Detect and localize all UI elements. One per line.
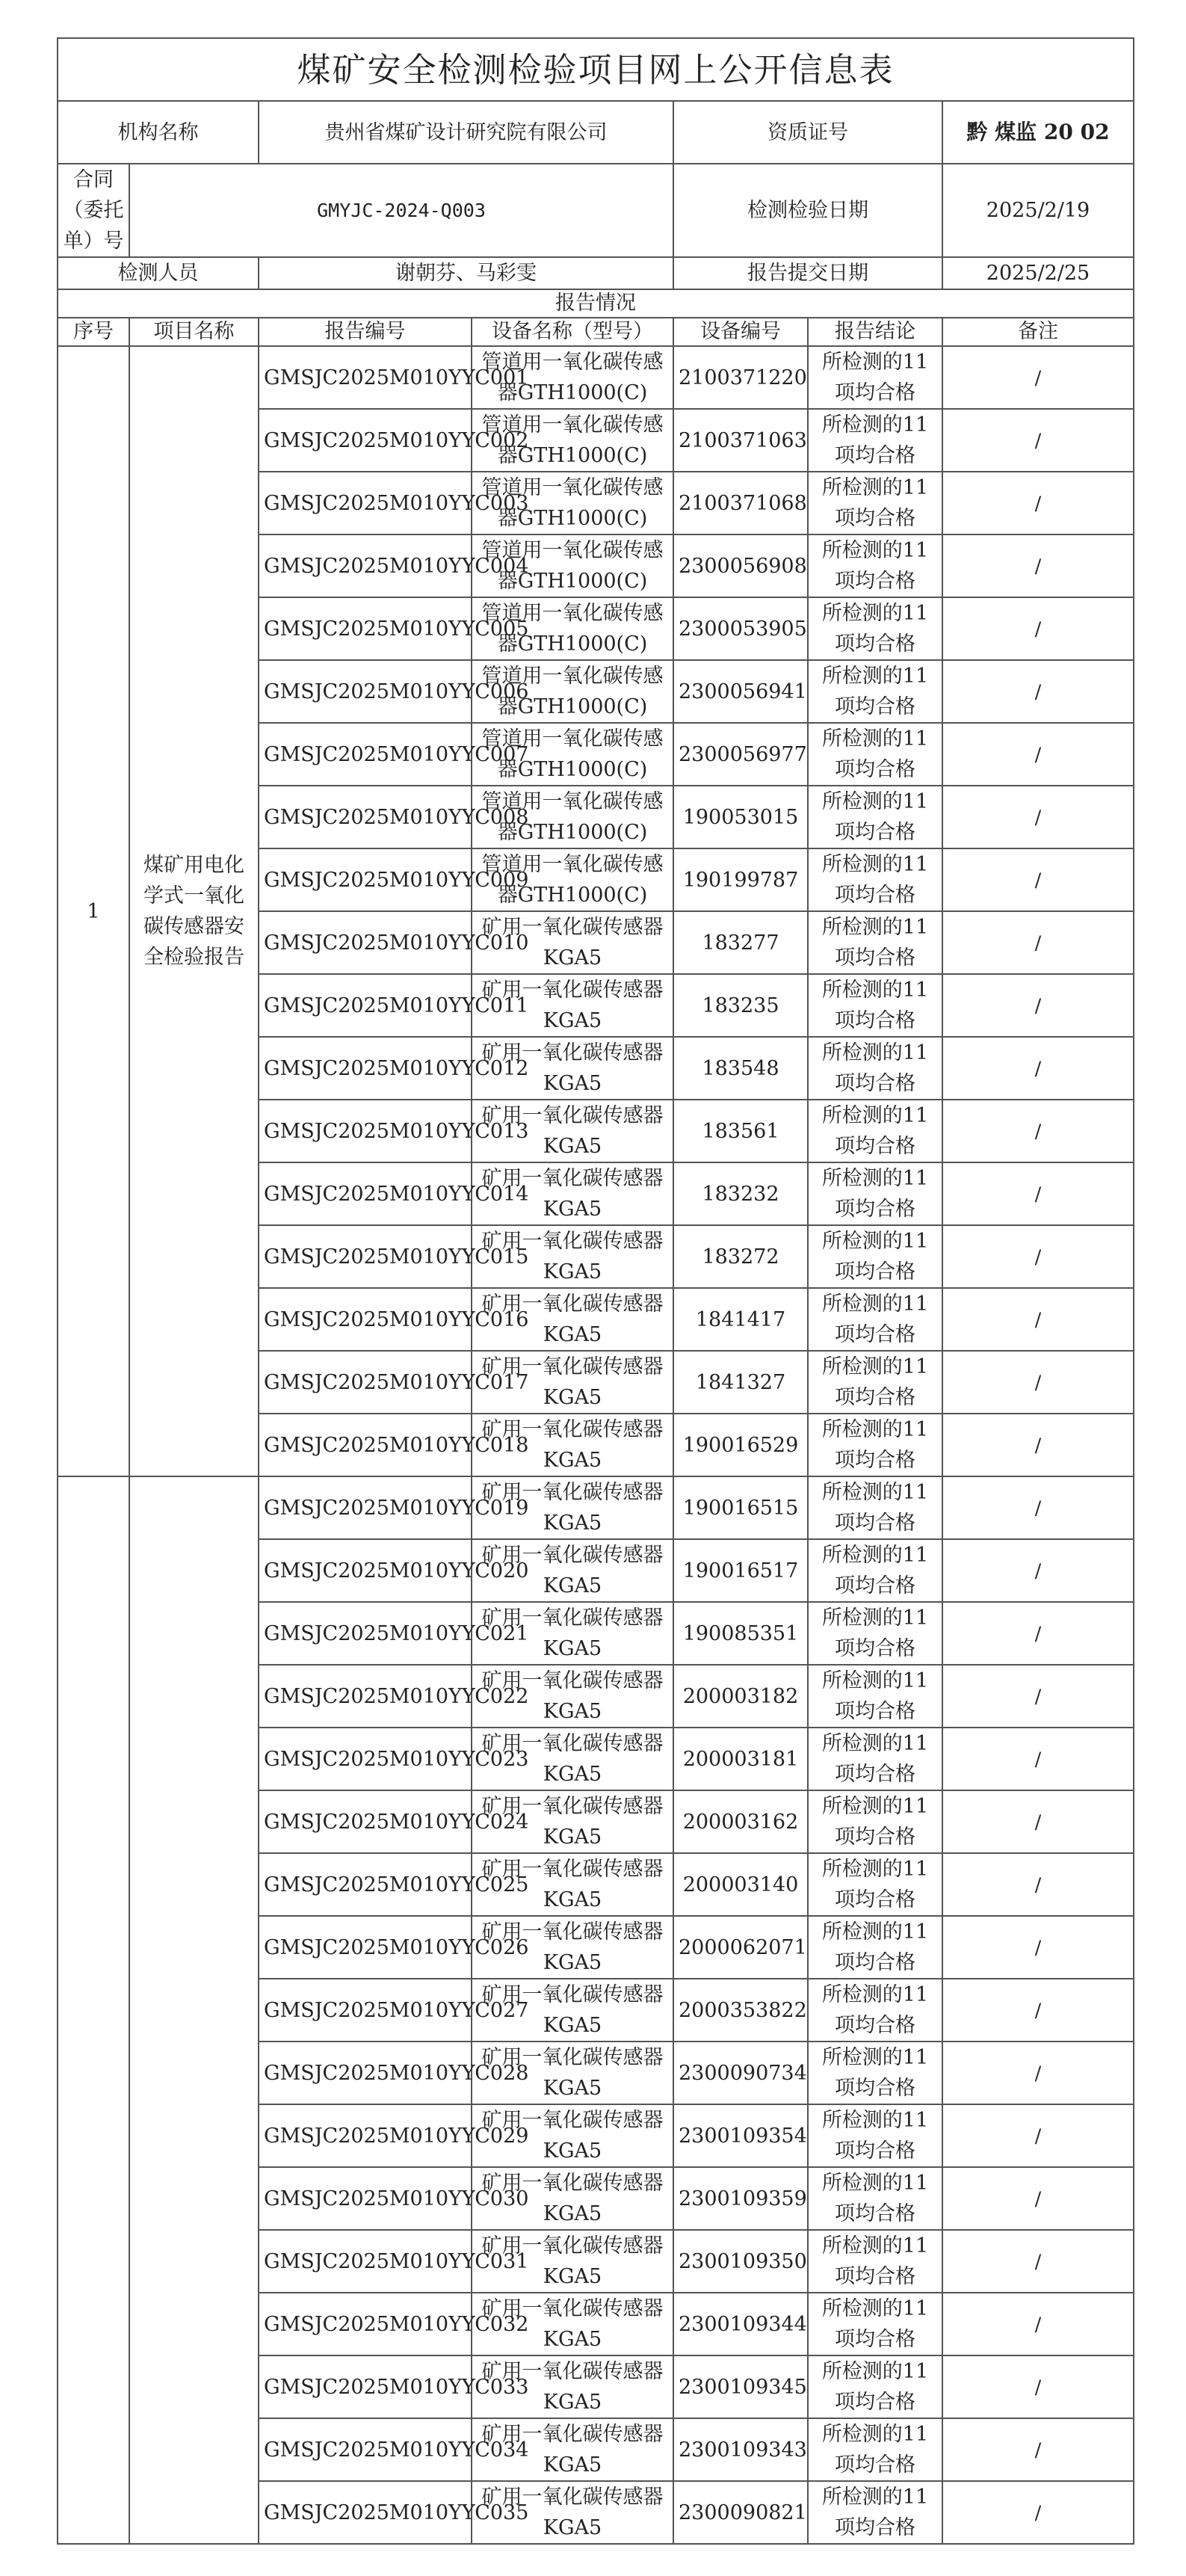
remark-cell: / <box>942 2042 1134 2104</box>
report-number-cell: GMSJC2025M010YYC019 <box>259 1476 472 1539</box>
conclusion-cell: 所检测的11项均合格 <box>808 2104 942 2167</box>
remark-cell: / <box>942 597 1134 660</box>
remark-cell: / <box>942 786 1134 848</box>
report-number-cell: GMSJC2025M010YYC030 <box>259 2167 472 2230</box>
device-serial-cell: 200003182 <box>673 1665 808 1728</box>
device-name-cell: 矿用一氧化碳传感器KGA5 <box>472 1602 673 1665</box>
device-name-cell: 管道用一氧化碳传感器GTH1000(C) <box>472 723 673 786</box>
conclusion-cell: 所检测的11项均合格 <box>808 1225 942 1288</box>
report-number-cell: GMSJC2025M010YYC035 <box>259 2481 472 2544</box>
report-number-cell: GMSJC2025M010YYC020 <box>259 1539 472 1602</box>
device-name-cell: 矿用一氧化碳传感器KGA5 <box>472 1225 673 1288</box>
column-header-row <box>58 318 1134 346</box>
conclusion-cell: 所检测的11项均合格 <box>808 1728 942 1790</box>
conclusion-cell: 所检测的11项均合格 <box>808 1288 942 1351</box>
report-number-cell: GMSJC2025M010YYC033 <box>259 2355 472 2418</box>
device-name-cell: 管道用一氧化碳传感器GTH1000(C) <box>472 534 673 597</box>
conclusion-cell: 所检测的11项均合格 <box>808 911 942 974</box>
report-number-cell: GMSJC2025M010YYC005 <box>259 597 472 660</box>
remark-cell: / <box>942 2293 1134 2355</box>
report-number-cell: GMSJC2025M010YYC025 <box>259 1853 472 1916</box>
device-serial-cell: 200003140 <box>673 1853 808 1916</box>
device-serial-cell: 183232 <box>673 1162 808 1225</box>
personnel-label: 检测人员 <box>58 257 259 289</box>
device-name-cell: 管道用一氧化碳传感器GTH1000(C) <box>472 346 673 409</box>
remark-cell: / <box>942 660 1134 723</box>
conclusion-cell: 所检测的11项均合格 <box>808 786 942 848</box>
device-serial-cell: 2300056977 <box>673 723 808 786</box>
conclusion-cell: 所检测的11项均合格 <box>808 534 942 597</box>
report-number-cell: GMSJC2025M010YYC011 <box>259 974 472 1037</box>
device-name-cell: 管道用一氧化碳传感器GTH1000(C) <box>472 786 673 848</box>
device-name-cell: 矿用一氧化碳传感器KGA5 <box>472 1414 673 1476</box>
remark-cell: / <box>942 1916 1134 1979</box>
report-number-cell: GMSJC2025M010YYC018 <box>259 1414 472 1476</box>
remark-cell: / <box>942 1853 1134 1916</box>
conclusion-cell: 所检测的11项均合格 <box>808 2042 942 2104</box>
report-number-cell: GMSJC2025M010YYC031 <box>259 2230 472 2293</box>
info-table <box>57 37 1134 2545</box>
device-serial-cell: 1841417 <box>673 1288 808 1351</box>
conclusion-cell: 所检测的11项均合格 <box>808 2355 942 2418</box>
device-serial-cell: 190199787 <box>673 848 808 911</box>
device-name-cell: 矿用一氧化碳传感器KGA5 <box>472 1037 673 1100</box>
device-name-cell: 矿用一氧化碳传感器KGA5 <box>472 1288 673 1351</box>
test-date-label: 检测检验日期 <box>673 164 942 257</box>
conclusion-cell: 所检测的11项均合格 <box>808 1790 942 1853</box>
report-number-cell: GMSJC2025M010YYC028 <box>259 2042 472 2104</box>
device-name-cell: 矿用一氧化碳传感器KGA5 <box>472 2418 673 2481</box>
remark-cell: / <box>942 1225 1134 1288</box>
device-serial-cell: 2000062071 <box>673 1916 808 1979</box>
device-name-cell: 矿用一氧化碳传感器KGA5 <box>472 2104 673 2167</box>
device-name-cell: 矿用一氧化碳传感器KGA5 <box>472 911 673 974</box>
report-number-cell: GMSJC2025M010YYC023 <box>259 1728 472 1790</box>
conclusion-cell: 所检测的11项均合格 <box>808 2293 942 2355</box>
device-name-cell: 矿用一氧化碳传感器KGA5 <box>472 1916 673 1979</box>
conclusion-cell: 所检测的11项均合格 <box>808 1037 942 1100</box>
column-header: 备注 <box>942 318 1134 346</box>
report-number-cell: GMSJC2025M010YYC017 <box>259 1351 472 1414</box>
org-value: 贵州省煤矿设计研究院有限公司 <box>259 101 673 164</box>
device-serial-cell: 2300109344 <box>673 2293 808 2355</box>
device-serial-cell: 2300090734 <box>673 2042 808 2104</box>
report-number-cell: GMSJC2025M010YYC003 <box>259 472 472 534</box>
remark-cell: / <box>942 1602 1134 1665</box>
conclusion-cell: 所检测的11项均合格 <box>808 1853 942 1916</box>
contract-value: GMYJC-2024-Q003 <box>129 164 673 257</box>
remark-cell: / <box>942 1414 1134 1476</box>
remark-cell: / <box>942 1665 1134 1728</box>
submit-date-label: 报告提交日期 <box>673 257 942 289</box>
device-serial-cell: 200003162 <box>673 1790 808 1853</box>
device-serial-cell: 2300053905 <box>673 597 808 660</box>
cert-label: 资质证号 <box>673 101 942 164</box>
report-number-cell: GMSJC2025M010YYC006 <box>259 660 472 723</box>
device-name-cell: 矿用一氧化碳传感器KGA5 <box>472 2355 673 2418</box>
report-number-cell: GMSJC2025M010YYC009 <box>259 848 472 911</box>
conclusion-cell: 所检测的11项均合格 <box>808 660 942 723</box>
conclusion-cell: 所检测的11项均合格 <box>808 2167 942 2230</box>
device-serial-cell: 2300109345 <box>673 2355 808 2418</box>
remark-cell: / <box>942 409 1134 472</box>
device-serial-cell: 190016515 <box>673 1476 808 1539</box>
seq-cell-continued <box>58 1476 129 2544</box>
conclusion-cell: 所检测的11项均合格 <box>808 1979 942 2042</box>
device-serial-cell: 2300109350 <box>673 2230 808 2293</box>
project-name-cell: 煤矿用电化学式一氧化碳传感器安全检验报告 <box>129 346 259 1476</box>
conclusion-cell: 所检测的11项均合格 <box>808 1916 942 1979</box>
column-header: 设备名称（型号） <box>472 318 673 346</box>
report-number-cell: GMSJC2025M010YYC034 <box>259 2418 472 2481</box>
device-name-cell: 管道用一氧化碳传感器GTH1000(C) <box>472 848 673 911</box>
report-number-cell: GMSJC2025M010YYC022 <box>259 1665 472 1728</box>
device-name-cell: 矿用一氧化碳传感器KGA5 <box>472 1351 673 1414</box>
column-header: 报告编号 <box>259 318 472 346</box>
org-label: 机构名称 <box>58 101 259 164</box>
conclusion-cell: 所检测的11项均合格 <box>808 1539 942 1602</box>
personnel-value: 谢朝芬、马彩雯 <box>259 257 673 289</box>
remark-cell: / <box>942 1790 1134 1853</box>
device-serial-cell: 2300090821 <box>673 2481 808 2544</box>
contract-label: 合同（委托单）号 <box>58 164 129 257</box>
project-name-cell-continued <box>129 1476 259 2544</box>
column-header: 项目名称 <box>129 318 259 346</box>
report-number-cell: GMSJC2025M010YYC010 <box>259 911 472 974</box>
conclusion-cell: 所检测的11项均合格 <box>808 1476 942 1539</box>
submit-date-value: 2025/2/25 <box>942 257 1134 289</box>
device-name-cell: 矿用一氧化碳传感器KGA5 <box>472 2042 673 2104</box>
device-name-cell: 矿用一氧化碳传感器KGA5 <box>472 1790 673 1853</box>
column-header: 设备编号 <box>673 318 808 346</box>
device-serial-cell: 2100371220 <box>673 346 808 409</box>
device-name-cell: 矿用一氧化碳传感器KGA5 <box>472 974 673 1037</box>
report-number-cell: GMSJC2025M010YYC014 <box>259 1162 472 1225</box>
remark-cell: / <box>942 1351 1134 1414</box>
device-serial-cell: 2300109359 <box>673 2167 808 2230</box>
remark-cell: / <box>942 1288 1134 1351</box>
device-name-cell: 矿用一氧化碳传感器KGA5 <box>472 1728 673 1790</box>
page-title: 煤矿安全检测检验项目网上公开信息表 <box>58 38 1134 101</box>
device-name-cell: 矿用一氧化碳传感器KGA5 <box>472 1100 673 1162</box>
remark-cell: / <box>942 2355 1134 2418</box>
report-number-cell: GMSJC2025M010YYC008 <box>259 786 472 848</box>
remark-cell: / <box>942 2418 1134 2481</box>
remark-cell: / <box>942 472 1134 534</box>
report-number-cell: GMSJC2025M010YYC016 <box>259 1288 472 1351</box>
device-name-cell: 矿用一氧化碳传感器KGA5 <box>472 2293 673 2355</box>
remark-cell: / <box>942 723 1134 786</box>
report-number-cell: GMSJC2025M010YYC032 <box>259 2293 472 2355</box>
device-serial-cell: 183561 <box>673 1100 808 1162</box>
device-serial-cell: 2100371063 <box>673 409 808 472</box>
device-name-cell: 矿用一氧化碳传感器KGA5 <box>472 2230 673 2293</box>
remark-cell: / <box>942 1539 1134 1602</box>
device-serial-cell: 190016517 <box>673 1539 808 1602</box>
report-number-cell: GMSJC2025M010YYC013 <box>259 1100 472 1162</box>
device-serial-cell: 2100371068 <box>673 472 808 534</box>
report-number-cell: GMSJC2025M010YYC012 <box>259 1037 472 1100</box>
conclusion-cell: 所检测的11项均合格 <box>808 2418 942 2481</box>
device-name-cell: 矿用一氧化碳传感器KGA5 <box>472 1853 673 1916</box>
column-header: 报告结论 <box>808 318 942 346</box>
device-serial-cell: 190085351 <box>673 1602 808 1665</box>
device-serial-cell: 2300109343 <box>673 2418 808 2481</box>
device-serial-cell: 2300056908 <box>673 534 808 597</box>
device-serial-cell: 2300109354 <box>673 2104 808 2167</box>
device-serial-cell: 1841327 <box>673 1351 808 1414</box>
remark-cell: / <box>942 1728 1134 1790</box>
remark-cell: / <box>942 2481 1134 2544</box>
cert-value: 黔 煤监 20 02 <box>942 101 1134 164</box>
conclusion-cell: 所检测的11项均合格 <box>808 1100 942 1162</box>
conclusion-cell: 所检测的11项均合格 <box>808 1351 942 1414</box>
report-number-cell: GMSJC2025M010YYC007 <box>259 723 472 786</box>
conclusion-cell: 所检测的11项均合格 <box>808 848 942 911</box>
remark-cell: / <box>942 346 1134 409</box>
report-number-cell: GMSJC2025M010YYC004 <box>259 534 472 597</box>
remark-cell: / <box>942 911 1134 974</box>
report-number-cell: GMSJC2025M010YYC027 <box>259 1979 472 2042</box>
conclusion-cell: 所检测的11项均合格 <box>808 346 942 409</box>
remark-cell: / <box>942 1476 1134 1539</box>
remark-cell: / <box>942 1100 1134 1162</box>
remark-cell: / <box>942 974 1134 1037</box>
conclusion-cell: 所检测的11项均合格 <box>808 1414 942 1476</box>
conclusion-cell: 所检测的11项均合格 <box>808 472 942 534</box>
remark-cell: / <box>942 1979 1134 2042</box>
remark-cell: / <box>942 1162 1134 1225</box>
report-number-cell: GMSJC2025M010YYC021 <box>259 1602 472 1665</box>
conclusion-cell: 所检测的11项均合格 <box>808 1665 942 1728</box>
report-number-cell: GMSJC2025M010YYC001 <box>259 346 472 409</box>
device-serial-cell: 2000353822 <box>673 1979 808 2042</box>
device-name-cell: 矿用一氧化碳传感器KGA5 <box>472 1665 673 1728</box>
test-date-value: 2025/2/19 <box>942 164 1134 257</box>
remark-cell: / <box>942 2167 1134 2230</box>
device-serial-cell: 183235 <box>673 974 808 1037</box>
device-serial-cell: 190053015 <box>673 786 808 848</box>
device-name-cell: 管道用一氧化碳传感器GTH1000(C) <box>472 472 673 534</box>
report-number-cell: GMSJC2025M010YYC029 <box>259 2104 472 2167</box>
conclusion-cell: 所检测的11项均合格 <box>808 1162 942 1225</box>
remark-cell: / <box>942 534 1134 597</box>
table-row <box>58 1476 1134 1539</box>
conclusion-cell: 所检测的11项均合格 <box>808 974 942 1037</box>
device-serial-cell: 190016529 <box>673 1414 808 1476</box>
device-name-cell: 矿用一氧化碳传感器KGA5 <box>472 1476 673 1539</box>
report-number-cell: GMSJC2025M010YYC026 <box>259 1916 472 1979</box>
remark-cell: / <box>942 1037 1134 1100</box>
device-name-cell: 管道用一氧化碳传感器GTH1000(C) <box>472 409 673 472</box>
remark-cell: / <box>942 2230 1134 2293</box>
device-name-cell: 矿用一氧化碳传感器KGA5 <box>472 2481 673 2544</box>
column-header: 序号 <box>58 318 129 346</box>
device-serial-cell: 183277 <box>673 911 808 974</box>
device-serial-cell: 183272 <box>673 1225 808 1288</box>
device-serial-cell: 2300056941 <box>673 660 808 723</box>
conclusion-cell: 所检测的11项均合格 <box>808 409 942 472</box>
seq-cell: 1 <box>58 346 129 1476</box>
device-serial-cell: 183548 <box>673 1037 808 1100</box>
table-row <box>58 346 1134 409</box>
conclusion-cell: 所检测的11项均合格 <box>808 2481 942 2544</box>
device-name-cell: 管道用一氧化碳传感器GTH1000(C) <box>472 660 673 723</box>
device-name-cell: 矿用一氧化碳传感器KGA5 <box>472 1162 673 1225</box>
device-name-cell: 矿用一氧化碳传感器KGA5 <box>472 2167 673 2230</box>
report-number-cell: GMSJC2025M010YYC015 <box>259 1225 472 1288</box>
device-name-cell: 矿用一氧化碳传感器KGA5 <box>472 1979 673 2042</box>
device-name-cell: 管道用一氧化碳传感器GTH1000(C) <box>472 597 673 660</box>
conclusion-cell: 所检测的11项均合格 <box>808 597 942 660</box>
remark-cell: / <box>942 848 1134 911</box>
conclusion-cell: 所检测的11项均合格 <box>808 723 942 786</box>
remark-cell: / <box>942 2104 1134 2167</box>
conclusion-cell: 所检测的11项均合格 <box>808 2230 942 2293</box>
device-name-cell: 矿用一氧化碳传感器KGA5 <box>472 1539 673 1602</box>
conclusion-cell: 所检测的11项均合格 <box>808 1602 942 1665</box>
section-title: 报告情况 <box>58 289 1134 318</box>
report-number-cell: GMSJC2025M010YYC024 <box>259 1790 472 1853</box>
report-number-cell: GMSJC2025M010YYC002 <box>259 409 472 472</box>
device-serial-cell: 200003181 <box>673 1728 808 1790</box>
